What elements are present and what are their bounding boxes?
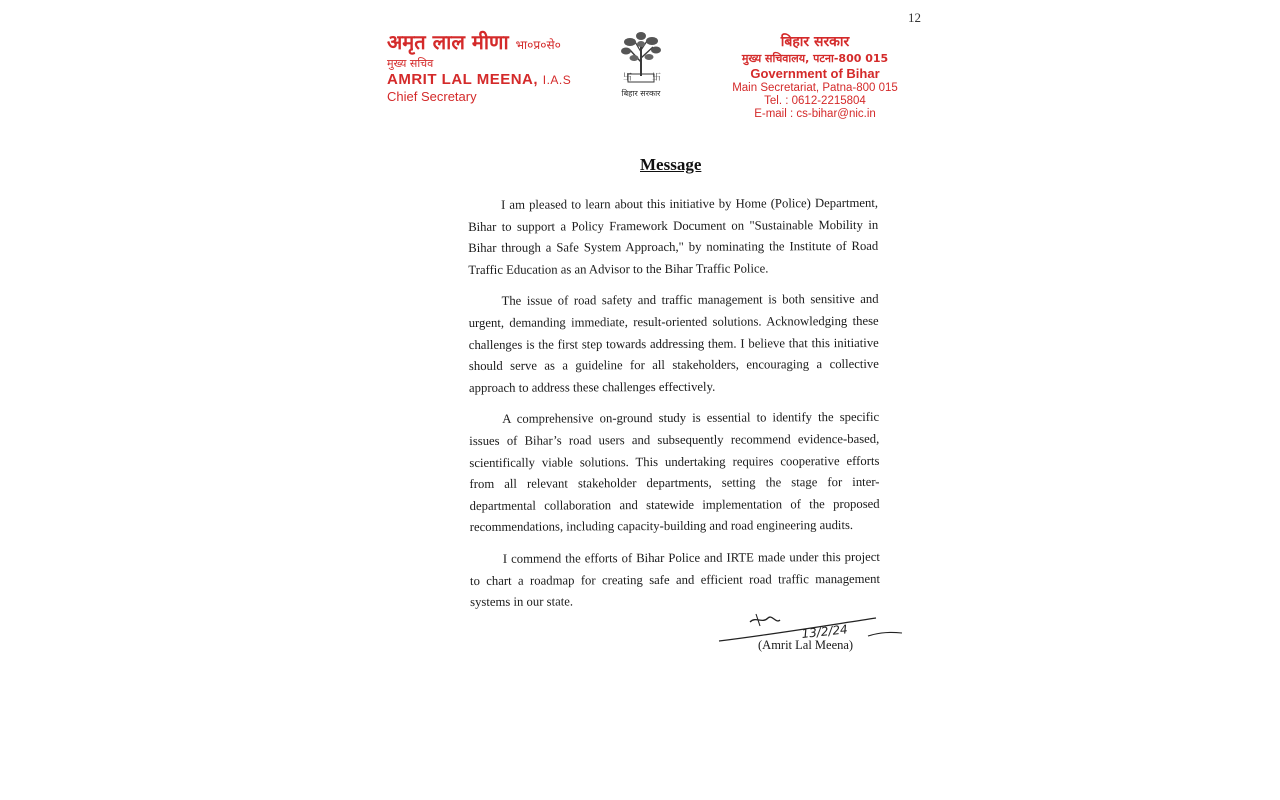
sender-name-english: AMRIT LAL MEENA, <box>387 71 539 88</box>
bihar-emblem-icon <box>616 28 666 86</box>
signature-date: 13/2/24 <box>800 622 849 641</box>
sender-service-english: I.A.S <box>542 73 572 87</box>
emblem-caption: बिहार सरकार <box>621 89 661 98</box>
state-emblem <box>612 28 670 99</box>
page-number: 12 <box>908 10 921 25</box>
office-telephone: Tel. : 0612-2215804 <box>764 95 866 107</box>
sender-service-hindi: भा०प्र०से० <box>515 38 561 52</box>
message-paragraph: I commend the efforts of Bihar Police and IRTE made under this project to chart a roadmap for creating safe and efficient road traffic management systems in our state. <box>469 549 881 610</box>
message-heading: Message <box>640 155 702 174</box>
message-paragraph: A comprehensive on-ground study is essential to identify the specific issues of Bihar’s road users and subsequently recommend evidence-based, scientifically viable solutions. This undertaking requires cooperative efforts from all relevant stakeholder departments, setting the stage for inter-departmental collaboration and statewide implementation of the proposed recommendations, including capacity-building and road engineering audits. <box>469 410 880 535</box>
office-address-english: Main Secretariat, Patna-800 015 <box>732 82 898 94</box>
svg-text:卐: 卐 <box>652 73 662 83</box>
signatory-name: (Amrit Lal Meena) <box>758 638 854 652</box>
message-paragraph: I am pleased to learn about this initiative by Home (Police) Department, Bihar to support a Policy Framework Document on "Sustainable Mobility in Bihar through a Safe System Approach," by nominating the Institute of Road Traffic Education as an Advisor to the Bihar Traffic Police. <box>468 195 879 277</box>
letterhead-office <box>722 33 908 121</box>
message-paragraph: The issue of road safety and traffic management is both sensitive and urgent, demanding immediate, result-oriented solutions. Acknowledging these challenges is the first step towards addressing them. I believe that this initiative should serve as a guideline for all stakeholders, encouraging a collective approach to address these challenges effectively. <box>468 292 879 395</box>
office-email: E-mail : cs-bihar@nic.in <box>754 108 876 120</box>
office-govt-hindi: बिहार सरकार <box>780 34 850 50</box>
message-body <box>468 193 880 624</box>
svg-text:卐: 卐 <box>623 73 633 83</box>
sender-designation-english: Chief Secretary <box>387 89 477 104</box>
sender-designation-hindi: मुख्य सचिव <box>387 57 434 70</box>
office-address-hindi: मुख्य सचिवालय, पटना-800 015 <box>741 52 889 65</box>
letterhead-sender <box>387 30 571 105</box>
office-govt-english: Government of Bihar <box>750 66 880 81</box>
sender-name-hindi: अमृत लाल मीणा <box>387 30 509 54</box>
